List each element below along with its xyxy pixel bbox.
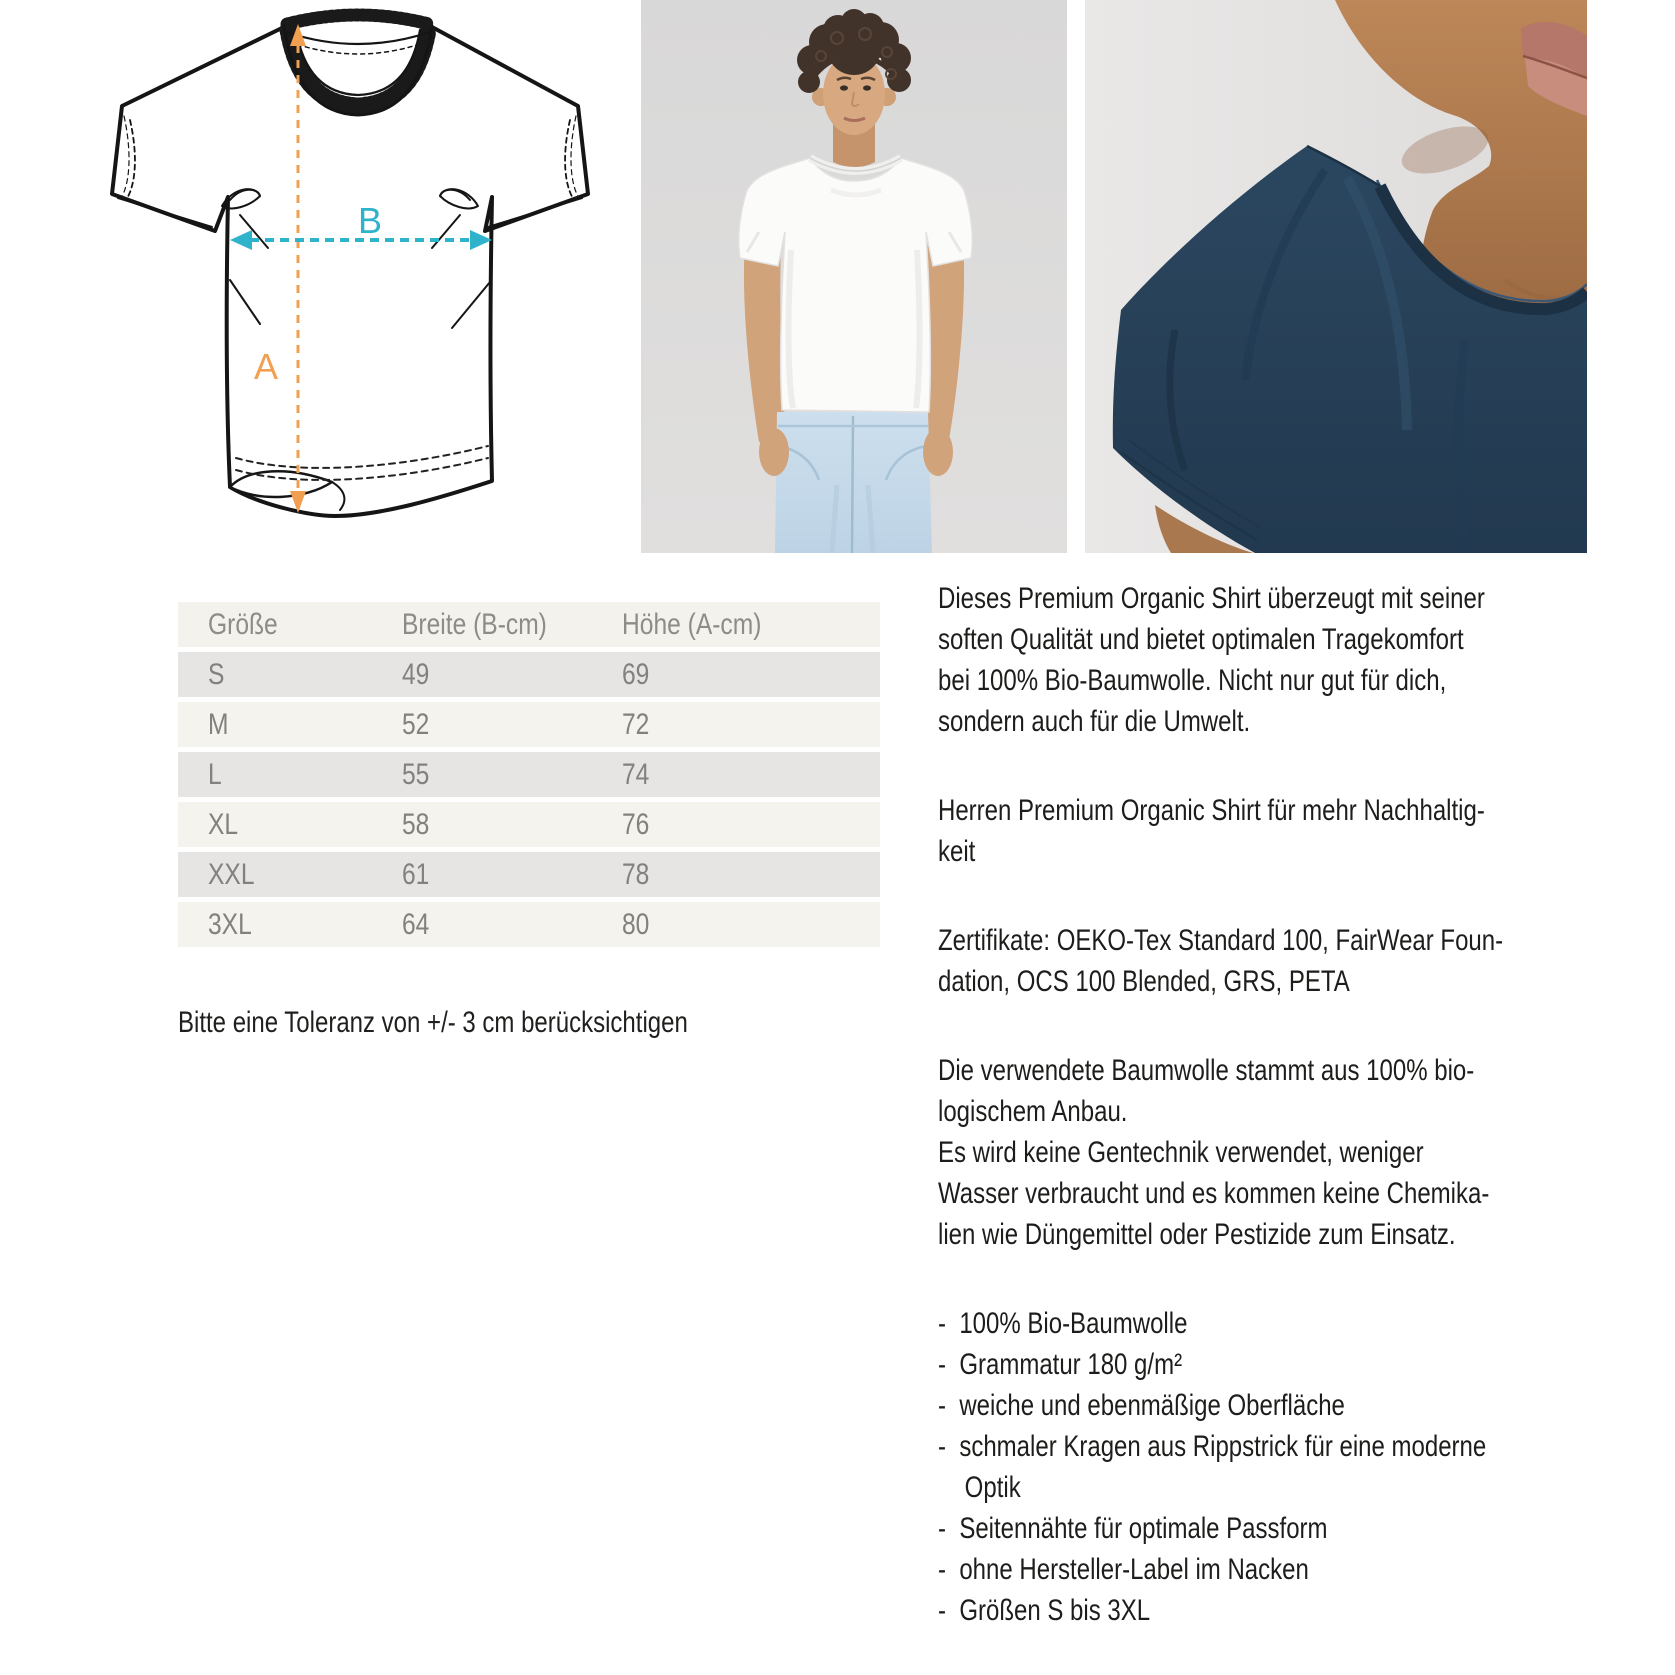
fabric-detail-photo: [1085, 0, 1587, 553]
table-row: [178, 802, 880, 847]
column-header-height: Höhe (A-cm): [622, 608, 762, 641]
description-paragraph: [938, 1050, 1598, 1255]
table-cell: 52: [402, 708, 430, 741]
size-diagram: [100, 0, 600, 530]
product-description: [938, 578, 1598, 1631]
table-cell: 80: [622, 908, 650, 941]
table-row: [178, 902, 880, 947]
table-cell: 72: [622, 708, 650, 741]
table-cell: 49: [402, 658, 430, 691]
table-cell: L: [208, 758, 222, 791]
text-line: Wasser verbraucht und es kommen keine Chemika-: [938, 1177, 1490, 1210]
text-line: Die verwendete Baumwolle stammt aus 100% bio-: [938, 1054, 1475, 1087]
table-cell: 58: [402, 808, 430, 841]
table-cell: 61: [402, 858, 430, 891]
table-cell: 64: [402, 908, 430, 941]
text-line: Es wird keine Gentechnik verwendet, weniger: [938, 1136, 1424, 1169]
text-line: keit: [938, 835, 976, 868]
text-line: Zertifikate: OEKO-Tex Standard 100, FairWear Foun-: [938, 924, 1504, 957]
bullet-line: - 100% Bio-Baumwolle: [938, 1307, 1188, 1340]
tshirt-outline: [112, 15, 588, 516]
table-cell: 3XL: [208, 908, 252, 941]
table-cell: 74: [622, 758, 650, 791]
table-cell: XXL: [208, 858, 255, 891]
table-row: [178, 852, 880, 897]
text-line: soften Qualität und bietet optimalen Tragekomfort: [938, 623, 1464, 656]
bullet-line: - weiche und ebenmäßige Oberfläche: [938, 1389, 1345, 1422]
bullet-line-wrap: Optik: [938, 1471, 1021, 1504]
column-header-width: Breite (B-cm): [402, 608, 547, 641]
bullet-line: - ohne Hersteller-Label im Nacken: [938, 1553, 1309, 1586]
table-row: [178, 652, 880, 697]
description-paragraph: [938, 920, 1598, 1002]
column-header-size: Größe: [208, 608, 278, 641]
bullet-line: - Seitennähte für optimale Passform: [938, 1512, 1328, 1545]
size-table-body: [178, 652, 880, 947]
text-line: logischem Anbau.: [938, 1095, 1128, 1128]
text-line: sondern auch für die Umwelt.: [938, 705, 1251, 738]
model-jeans: [775, 412, 932, 553]
width-measure-label: B: [357, 200, 383, 241]
model-photo: [641, 0, 1067, 553]
text-line: dation, OCS 100 Blended, GRS, PETA: [938, 965, 1350, 998]
size-table-header: [178, 602, 880, 647]
table-cell: M: [208, 708, 229, 741]
table-row: [178, 752, 880, 797]
height-measure-label: A: [253, 346, 278, 387]
table-cell: S: [208, 658, 225, 691]
bullet-line: - Grammatur 180 g/m²: [938, 1348, 1183, 1381]
table-cell: 55: [402, 758, 430, 791]
tolerance-note: Bitte eine Toleranz von +/- 3 cm berücksichtigen: [178, 1006, 688, 1039]
table-cell: 69: [622, 658, 650, 691]
table-row: [178, 702, 880, 747]
description-text: [938, 578, 1598, 1631]
description-paragraph: [938, 790, 1598, 872]
table-cell: 78: [622, 858, 650, 891]
bullet-list: [938, 1303, 1598, 1631]
bullet-line: - schmaler Kragen aus Rippstrick für eine moderne: [938, 1430, 1487, 1463]
description-paragraph: [938, 578, 1598, 742]
bullet-line: - Größen S bis 3XL: [938, 1594, 1151, 1627]
size-table: [178, 602, 880, 952]
table-cell: XL: [208, 808, 239, 841]
text-line: Dieses Premium Organic Shirt überzeugt mit seiner: [938, 582, 1485, 615]
text-line: bei 100% Bio-Baumwolle. Nicht nur gut für dich,: [938, 664, 1447, 697]
text-line: Herren Premium Organic Shirt für mehr Nachhaltig-: [938, 794, 1485, 827]
table-cell: 76: [622, 808, 650, 841]
text-line: lien wie Düngemittel oder Pestizide zum Einsatz.: [938, 1218, 1456, 1251]
